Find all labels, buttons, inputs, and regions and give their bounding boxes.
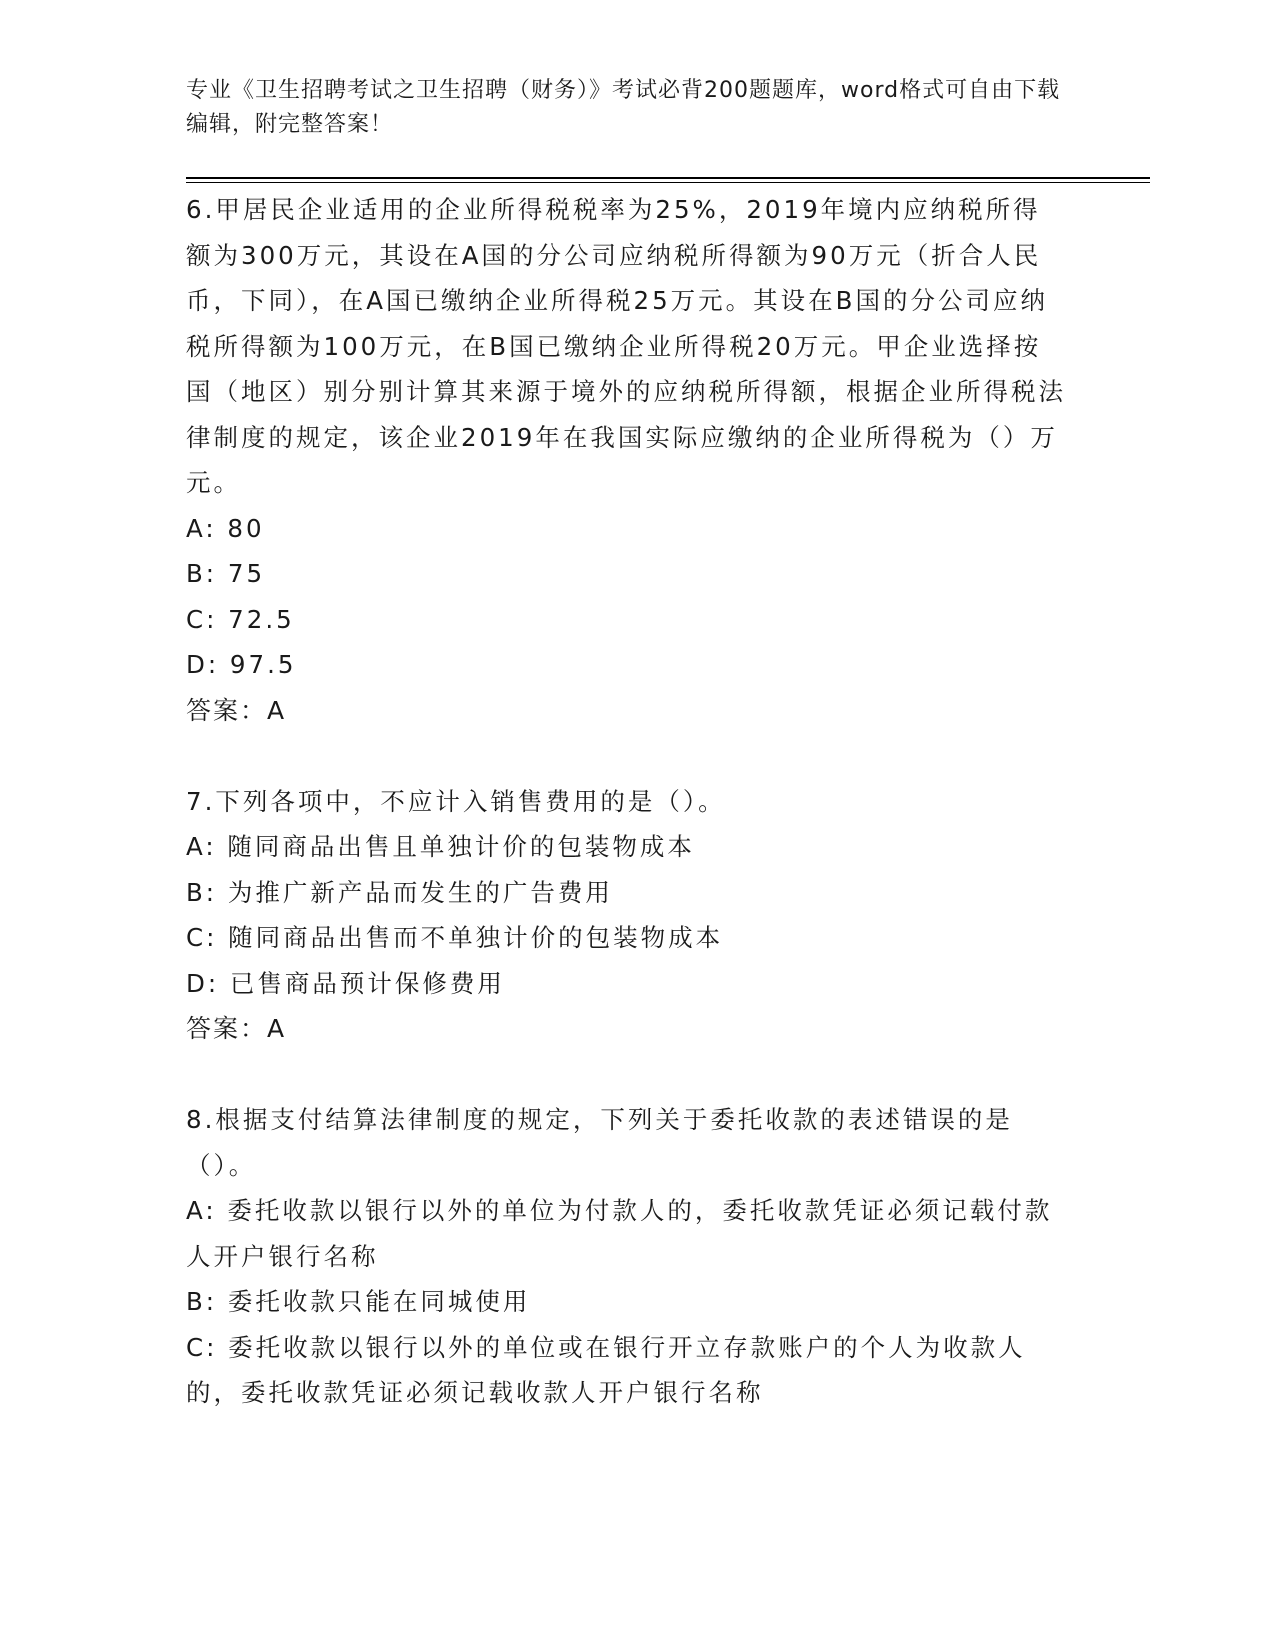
question-6 [186, 187, 1066, 733]
question-spacer [186, 733, 1066, 779]
header-divider-thin [186, 182, 1150, 183]
question-8 [186, 1097, 1066, 1416]
option-a: A: 委托收款以银行以外的单位为付款人的，委托收款凭证必须记载付款人开户银行名称 [186, 1196, 1053, 1271]
option-c: C: 72.5 [186, 604, 295, 634]
question-spacer [186, 1052, 1066, 1098]
option-d: D: 已售商品预计保修费用 [186, 968, 505, 998]
document-header: 专业《卫生招聘考试之卫生招聘（财务）》考试必背200题题库，word格式可自由下载编辑，附完整答案！ [186, 78, 1061, 137]
question-stem: 7.下列各项中，不应计入销售费用的是（）。 [186, 786, 726, 816]
option-b: B: 为推广新产品而发生的广告费用 [186, 877, 613, 907]
option-a: A: 随同商品出售且单独计价的包装物成本 [186, 832, 695, 861]
option-b: B: 委托收款只能在同城使用 [186, 1287, 531, 1316]
question-list [186, 187, 1066, 1416]
question-stem: 8.根据支付结算法律制度的规定，下列关于委托收款的表述错误的是（）。 [186, 1105, 1013, 1180]
option-b: B: 75 [186, 559, 266, 588]
header-divider-thick [186, 177, 1150, 179]
option-a: A: 80 [186, 513, 265, 543]
answer-line: 答案：A [186, 695, 287, 725]
question-stem: 6.甲居民企业适用的企业所得税税率为25%，2019年境内应纳税所得额为300万元，其设在A国的分公司应纳税所得额为90万元（折合人民币，下同），在A国已缴纳企业所得税25万元。其设在B国的分公司应纳税所得额为100万元，在B国已缴纳企业所得税20万元。甲企业选择按国（地区）别分别计算其来源于境外的应纳税所得额，根据企业所得税法律制度的规定，该企业2019年在我国实际应缴纳的企业所得税为（）万元。 [186, 195, 1066, 497]
option-c: C: 随同商品出售而不单独计价的包装物成本 [186, 923, 724, 952]
option-c: C: 委托收款以银行以外的单位或在银行开立存款账户的个人为收款人的，委托收款凭证必须记载收款人开户银行名称 [186, 1332, 1026, 1407]
question-7 [186, 779, 1066, 1052]
option-d: D: 97.5 [186, 650, 297, 679]
answer-line: 答案：A [186, 1014, 287, 1043]
